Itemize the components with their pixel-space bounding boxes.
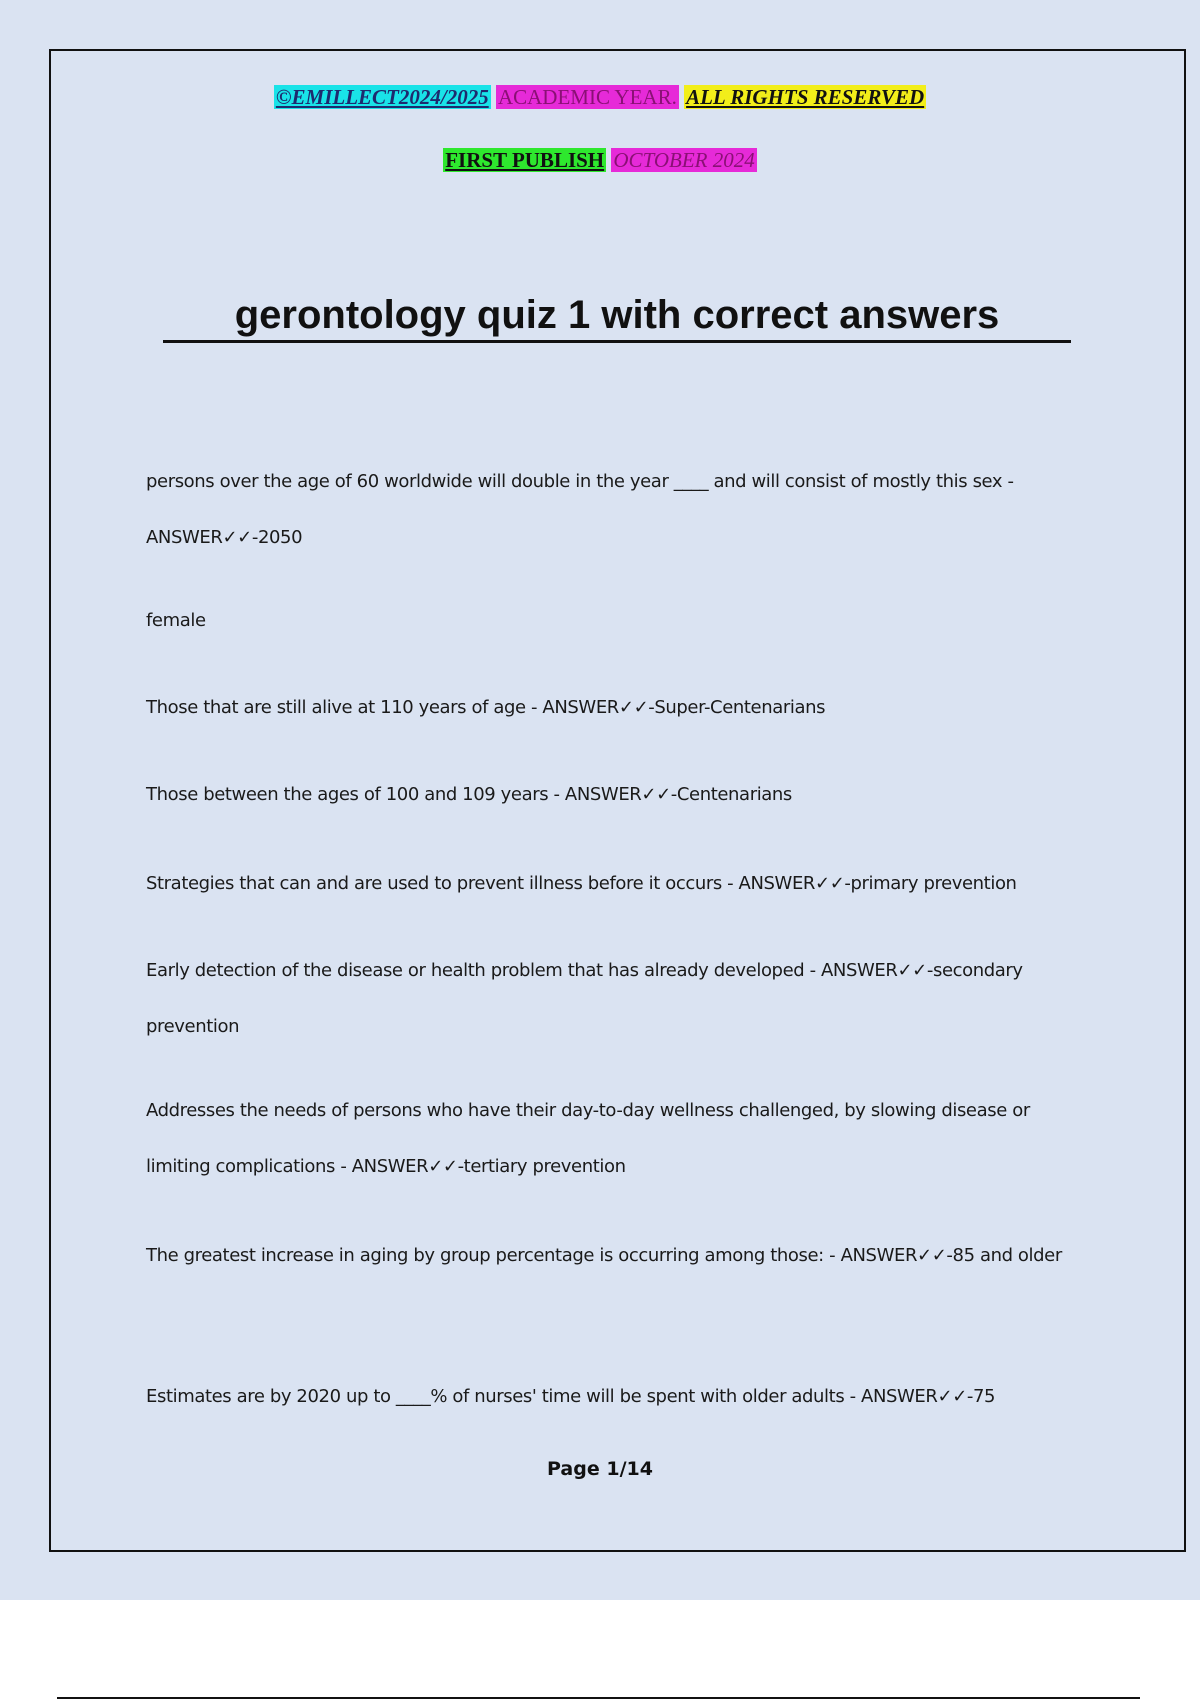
copyright-label: ©EMILLECT2024/2025 — [275, 85, 489, 109]
qa-item: persons over the age of 60 worldwide will double in the year ____ and will consist of mostly this sex - ANSWER✓✓-2050 — [146, 471, 1014, 548]
qa-item: Addresses the needs of persons who have their day-to-day wellness challenged, by slowing disease or limiting complications - ANSWER✓✓-tertiary prevention — [146, 1100, 1030, 1177]
qa-item: female — [146, 610, 206, 631]
first-publish-label: FIRST PUBLISH — [445, 148, 605, 172]
qa-item: Those between the ages of 100 and 109 years - ANSWER✓✓-Centenarians — [146, 784, 792, 805]
page-number: Page 1/14 — [547, 1458, 653, 1480]
qa-item: Those that are still alive at 110 years of age - ANSWER✓✓-Super-Centenarians — [146, 697, 826, 718]
rights-reserved-label: ALL RIGHTS RESERVED — [686, 85, 925, 109]
qa-item: Strategies that can and are used to prevent illness before it occurs - ANSWER✓✓-primary prevention — [146, 873, 1017, 894]
qa-item: Early detection of the disease or health problem that has already developed - ANSWER✓✓-secondary prevention — [146, 960, 1023, 1037]
page-title: gerontology quiz 1 with correct answers — [163, 290, 1071, 343]
academic-year-label: ACADEMIC YEAR. — [497, 85, 677, 109]
publish-header — [0, 147, 1200, 173]
publish-date-label: OCTOBER 2024 — [613, 148, 755, 172]
copyright-header — [0, 84, 1200, 110]
qa-item: The greatest increase in aging by group percentage is occurring among those: - ANSWER✓✓-85 and older — [146, 1245, 1062, 1266]
bottom-rule — [57, 1697, 1140, 1699]
qa-item: Estimates are by 2020 up to ____% of nurses' time will be spent with older adults - ANSWER✓✓-75 — [146, 1386, 996, 1407]
